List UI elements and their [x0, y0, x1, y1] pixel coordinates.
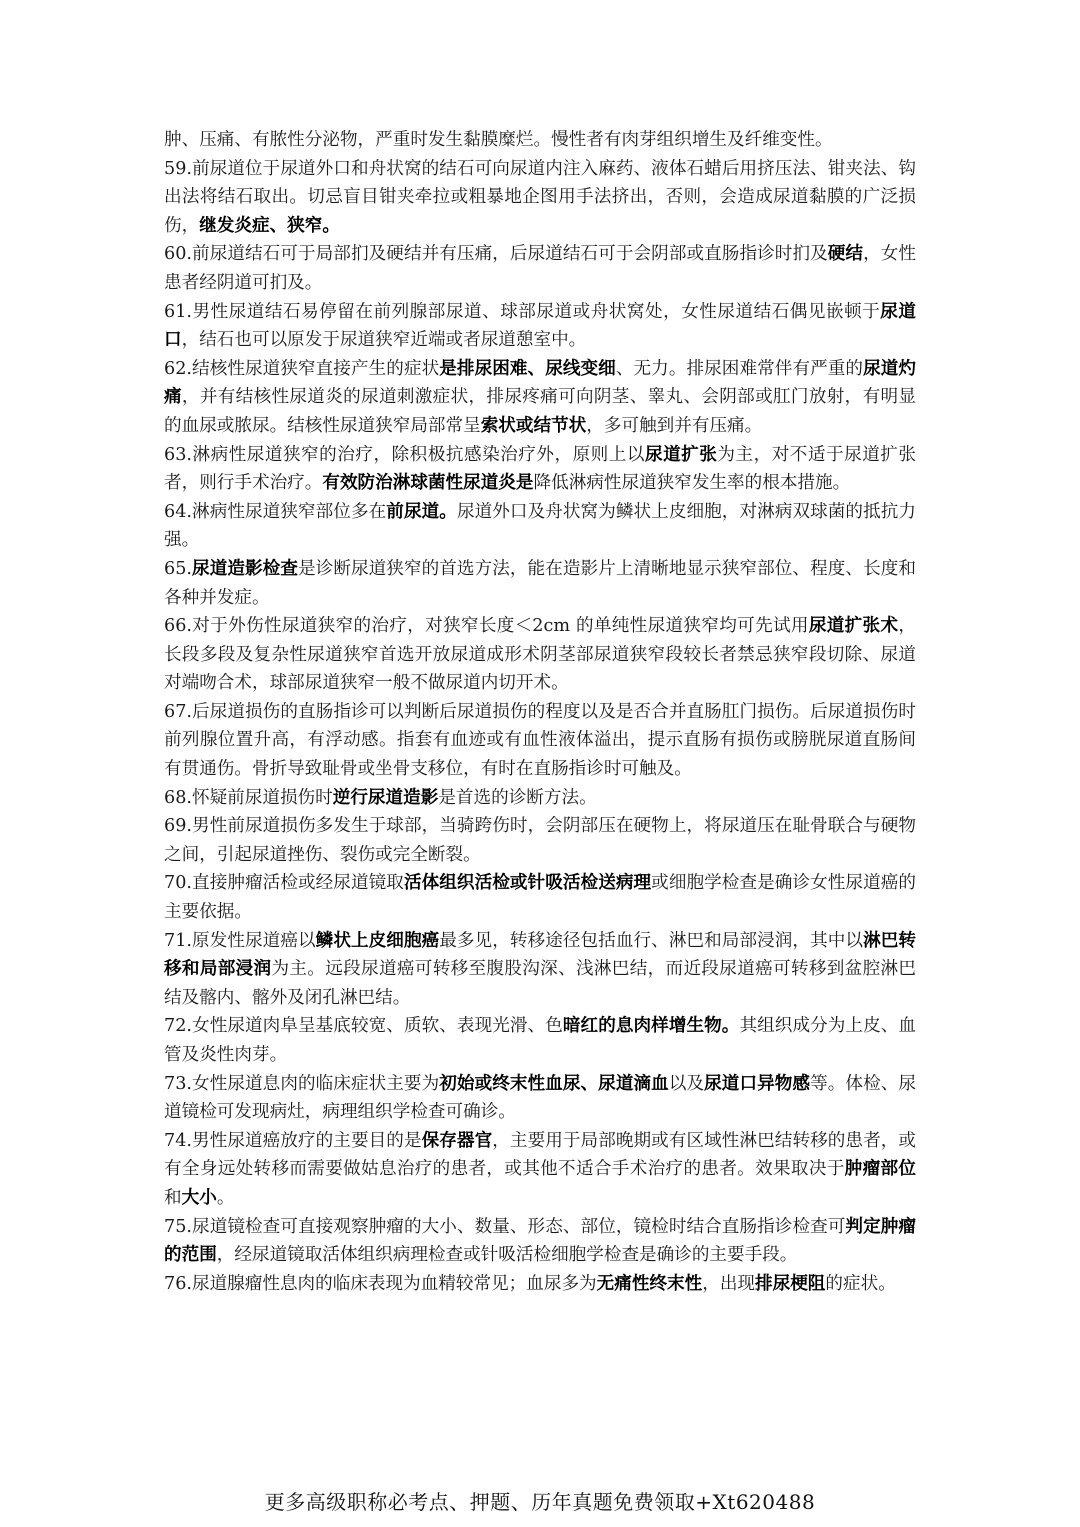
paragraph-63 — [164, 441, 916, 498]
bold-keyword: 索状或结节状 — [480, 415, 587, 436]
paragraph-70 — [164, 869, 916, 926]
text-run: 是首选的诊断方法。 — [438, 787, 597, 808]
paragraph-73 — [164, 1070, 916, 1127]
text-run: 67.后尿道损伤的直肠指诊可以判断后尿道损伤的程度以及是否合并直肠肛门损伤。后尿道损伤时前列腺位置升高，有浮动感。指套有血迹或有血性液体溢出，提示直肠有损伤或膀胱尿道直肠间有贯通伤。骨折导致耻骨或坐骨支移位，有时在直肠指诊时可触及。 — [164, 701, 916, 780]
bold-keyword: 尿道扩张术 — [808, 616, 899, 637]
text-run: 为主。远段尿道癌可转移至腹股沟深、浅淋巴结，而近段尿道癌可转移到盆腔淋巴结及髂内、髂外及闭孔淋巴结。 — [164, 959, 916, 1008]
text-run: 尿道外口及舟状窝为鳞状上皮细胞，对淋病双球菌的抵抗力强。 — [164, 501, 916, 551]
text-run: 64.淋病性尿道狭窄部位多在 — [164, 501, 387, 522]
paragraph-62 — [164, 355, 916, 441]
paragraph-76 — [164, 1270, 916, 1299]
bold-keyword: 暗红的息肉样增生物。 — [562, 1016, 740, 1037]
paragraph-60 — [164, 240, 916, 297]
paragraph-64 — [164, 498, 916, 555]
text-run: 、无力。排尿困难常伴有严重的 — [615, 358, 864, 379]
bold-keyword: 肿瘤部位 — [844, 1159, 916, 1180]
text-run: 其组织成分为上皮、血管及炎性肉芽。 — [164, 1016, 916, 1065]
text-run: 66.对于外伤性尿道狭窄的治疗，对狭窄长度＜2cm 的单纯性尿道狭窄均可先试用 — [164, 616, 809, 637]
paragraph-59 — [164, 155, 916, 241]
text-run: 59.前尿道位于尿道外口和舟状窝的结石可向尿道内注入麻药、液体石蜡后用挤压法、钳夹法、钩出法将结石取出。切忌盲目钳夹牵拉或粗暴地企图用手法挤出，否则，会造成尿道黏膜的广泛损伤， — [164, 158, 916, 236]
bold-keyword: 尿道灼痛 — [164, 358, 916, 408]
text-run: 60.前尿道结石可于局部扪及硬结并有压痛，后尿道结石可于会阴部或直肠指诊时扪及 — [164, 244, 828, 265]
paragraph-74 — [164, 1127, 916, 1213]
bold-keyword: 逆行尿道造影 — [332, 787, 439, 808]
text-run: 以及 — [668, 1073, 705, 1094]
text-run: 63.淋病性尿道狭窄的治疗，除积极抗感染治疗外，原则上以 — [164, 444, 645, 465]
bold-keyword: 淋巴转移和局部浸润 — [164, 930, 916, 980]
bold-keyword: 是排尿困难、尿线变细 — [439, 358, 616, 379]
text-run: ，多可触到并有压痛。 — [586, 415, 763, 436]
text-run: 65. — [164, 558, 192, 579]
text-run: 62.结核性尿道狭窄直接产生的症状 — [164, 358, 440, 379]
text-run: 72.女性尿道肉阜呈基底较宽、质软、表现光滑、色 — [164, 1016, 563, 1037]
bold-keyword: 大小 — [181, 1187, 217, 1208]
bold-keyword: 排尿梗阻 — [755, 1273, 826, 1294]
text-run: ，主要用于局部晚期或有区域性淋巴结转移的患者，或有全身远处转移而需要做姑息治疗的患者，或其他不适合手术治疗的患者。效果取决于 — [164, 1130, 916, 1180]
text-run: 是诊断尿道狭窄的首选方法，能在造影片上清晰地显示狭窄部位、程度、长度和各种并发症。 — [164, 558, 916, 608]
text-run: 和 — [164, 1187, 182, 1208]
text-run: 76.尿道腺瘤性息肉的临床表现为血精较常见；血尿多为 — [164, 1273, 597, 1294]
text-run: 73.女性尿道息肉的临床症状主要为 — [164, 1073, 440, 1094]
text-run: 最多见，转移途径包括血行、淋巴和局部浸润，其中以 — [439, 930, 864, 951]
bold-keyword: 尿道口异物感 — [704, 1073, 811, 1094]
bold-keyword: 初始或终末性血尿、尿道滴血 — [439, 1073, 669, 1094]
text-run: 69.男性前尿道损伤多发生于球部，当骑跨伤时，会阴部压在硬物上，将尿道压在耻骨联合与硬物之间，引起尿道挫伤、裂伤或完全断裂。 — [164, 816, 916, 865]
text-run: ，经尿道镜取活体组织病理检查或针吸活检细胞学检查是确诊的主要手段。 — [216, 1245, 798, 1266]
text-run: ，结石也可以原发于尿道狭窄近端或者尿道憩室中。 — [181, 330, 587, 351]
text-run: 61.男性尿道结石易停留在前列腺部尿道、球部尿道或舟状窝处，女性尿道结石偶见嵌顿于 — [164, 301, 881, 322]
text-run: 等。体检、尿道镜检可发现病灶，病理组织学检查可确诊。 — [164, 1073, 916, 1123]
bold-keyword: 尿道造影检查 — [191, 558, 298, 579]
text-run: 的症状。 — [825, 1273, 896, 1294]
paragraph-68 — [164, 784, 916, 813]
text-run: 为主，对不适于尿道扩张者，则行手术治疗。 — [164, 444, 916, 494]
text-run: 。 — [216, 1187, 235, 1208]
text-run: 74.男性尿道癌放疗的主要目的是 — [164, 1130, 422, 1151]
text-run: ，出现 — [702, 1273, 756, 1294]
bold-keyword: 判定肿瘤的范围 — [164, 1216, 916, 1266]
paragraph-65 — [164, 555, 916, 612]
footer-promo-text: 更多高级职称必考点、押题、历年真题免费领取+Xt620488 — [264, 1490, 816, 1514]
paragraph-72 — [164, 1012, 916, 1069]
paragraph-58 — [164, 126, 916, 155]
text-run: 降低淋病性尿道狭窄发生率的根本措施。 — [533, 473, 851, 494]
text-run: 71.原发性尿道癌以 — [164, 930, 316, 951]
bold-keyword: 保存器官 — [421, 1130, 493, 1151]
document-body — [164, 126, 916, 1298]
bold-keyword: 尿道扩张 — [644, 444, 718, 465]
bold-keyword: 继发炎症、狭窄。 — [199, 215, 340, 236]
paragraph-71 — [164, 927, 916, 1013]
paragraph-66 — [164, 612, 916, 698]
bold-keyword: 有效防治淋球菌性尿道炎是 — [322, 473, 534, 494]
bold-keyword: 尿道口 — [164, 301, 916, 351]
text-run: ，长段多段及复杂性尿道狭窄首选开放尿道成形术阴茎部尿道狭窄段较长者禁忌狭窄段切除、尿道对端吻合术，球部尿道狭窄一般不做尿道内切开术。 — [164, 616, 916, 694]
bold-keyword: 活体组织活检或针吸活检送病理 — [403, 873, 652, 894]
bold-keyword: 鳞状上皮细胞癌 — [315, 930, 440, 951]
text-run: ，女性患者经阴道可扪及。 — [164, 244, 916, 293]
text-run: 75.尿道镜检查可直接观察肿瘤的大小、数量、形态、部位，镜检时结合直肠指诊检查可 — [164, 1216, 846, 1237]
paragraph-75 — [164, 1213, 916, 1270]
text-run: ，并有结核性尿道炎的尿道刺激症状，排尿疼痛可向阴茎、睾丸、会阴部或肛门放射，有明显的血尿或脓尿。结核性尿道狭窄局部常呈 — [164, 387, 916, 436]
bold-keyword: 前尿道。 — [386, 501, 457, 522]
text-run: 肿、压痛、有脓性分泌物，严重时发生黏膜糜烂。慢性者有肉芽组织增生及纤维变性。 — [164, 130, 833, 150]
paragraph-61 — [164, 298, 916, 355]
paragraph-67 — [164, 698, 916, 784]
bold-keyword: 无痛性终末性 — [596, 1273, 703, 1294]
bold-keyword: 硬结 — [827, 244, 864, 265]
paragraph-69 — [164, 812, 916, 869]
text-run: 68.怀疑前尿道损伤时 — [164, 787, 333, 808]
text-run: 或细胞学检查是确诊女性尿道癌的主要依据。 — [164, 873, 916, 923]
text-run: 70.直接肿瘤活检或经尿道镜取 — [164, 873, 404, 894]
